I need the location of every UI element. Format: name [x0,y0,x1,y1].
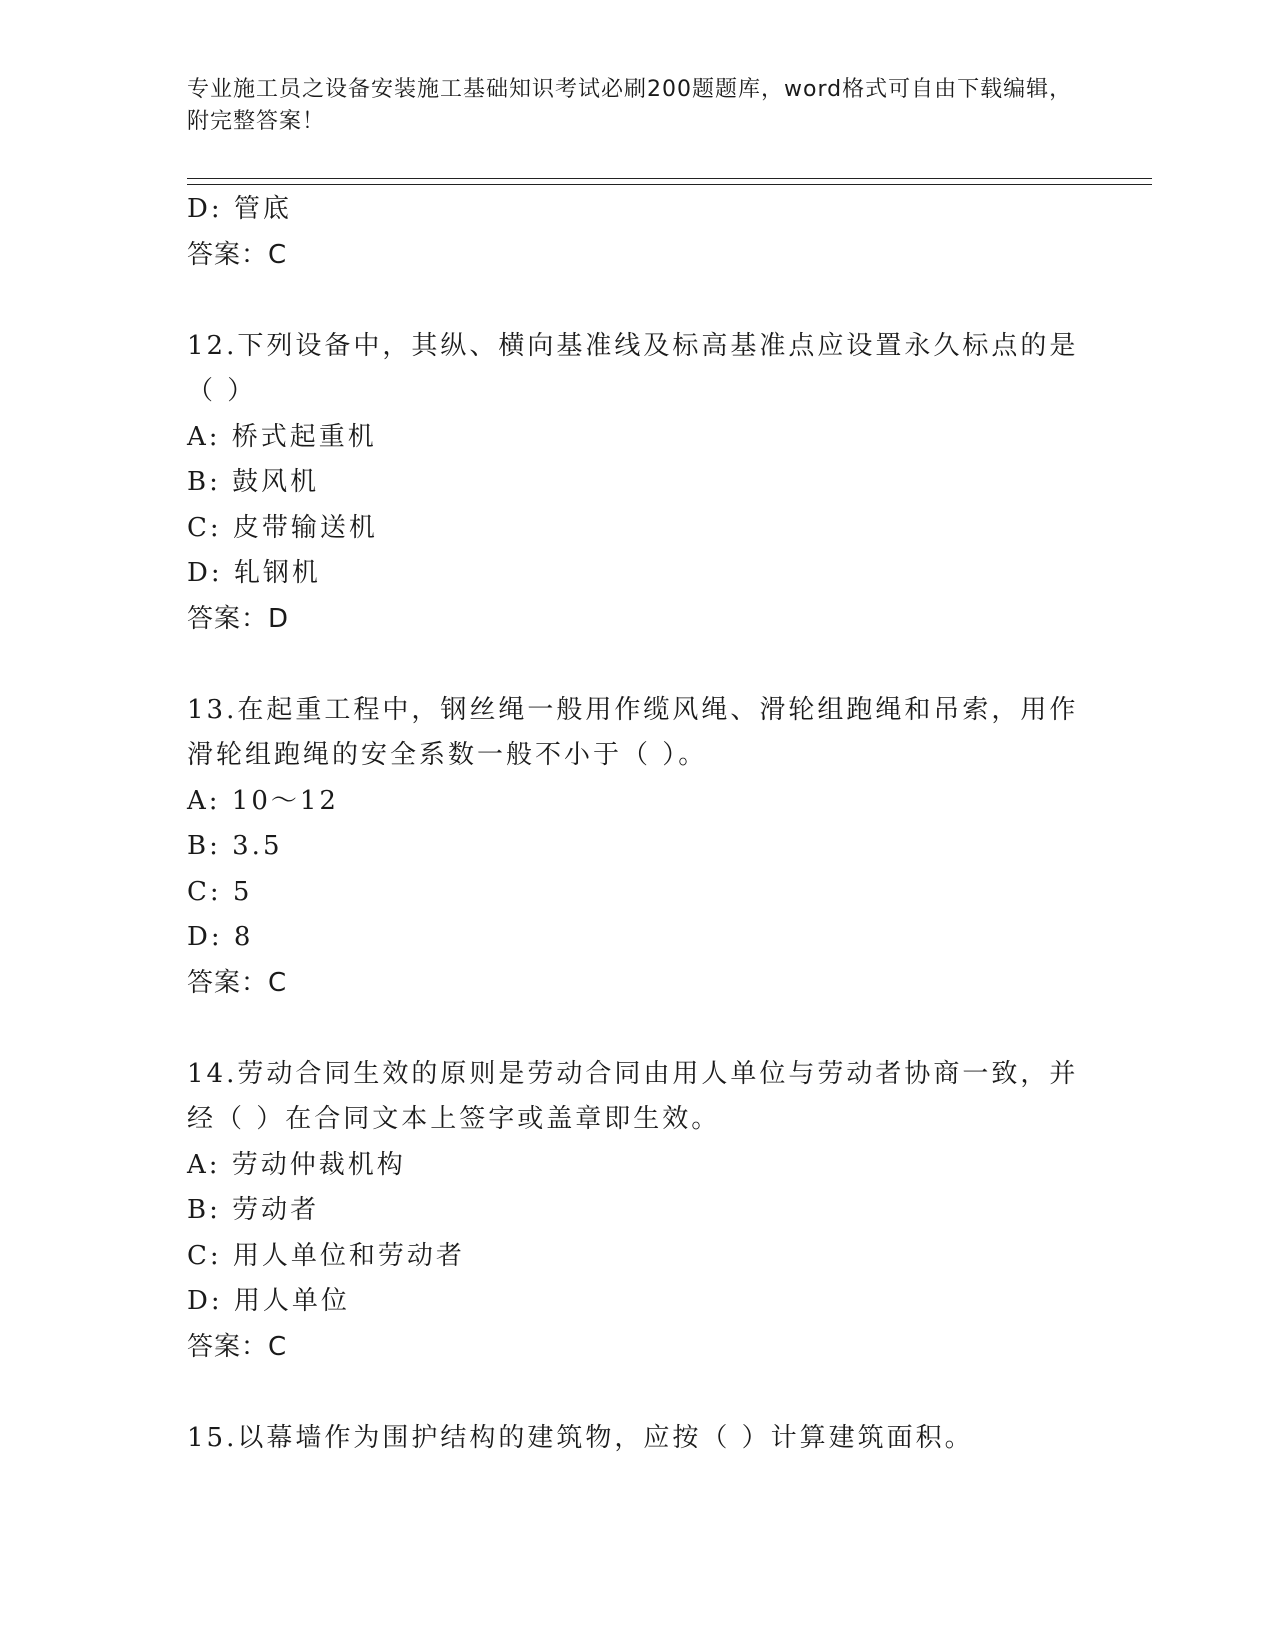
question-stem: 滑轮组跑绳的安全系数一般不小于（ ）。 [187,740,708,770]
option-b: B: 鼓风机 [187,467,320,497]
option-c: C: 用人单位和劳动者 [187,1240,465,1271]
question-stem: 经（ ）在合同文本上签字或盖章即生效。 [187,1104,721,1134]
option-a: A: 桥式起重机 [187,421,377,452]
question-spacer [187,1006,1087,1052]
question-stem: 12.下列设备中，其纵、横向基准线及标高基准点应设置永久标点的是 [187,330,1079,361]
question-stem: 13.在起重工程中，钢丝绳一般用作缆风绳、滑轮组跑绳和吊索，用作 [187,694,1079,725]
answer-label: 答案：C [187,1331,288,1362]
option-d: D: 轧钢机 [187,558,321,588]
question-stem: 14.劳动合同生效的原则是劳动合同由用人单位与劳动者协商一致，并 [187,1058,1079,1089]
document-header-title: 专业施工员之设备安装施工基础知识考试必刷200题题库，word格式可自由下载编辑，附完整答案！ [187,77,1073,134]
question-block [187,688,1087,1007]
answer-label: 答案：D [187,603,290,634]
option-c: C: 5 [187,876,253,907]
option-a: A: 10～12 [187,785,339,816]
question-list [187,187,1087,1461]
question-block [187,1416,1087,1462]
question-block [187,324,1087,643]
question-block [187,187,1087,278]
option-b: B: 劳动者 [187,1195,320,1225]
option-c: C: 皮带输送机 [187,512,378,543]
option-d: D: 用人单位 [187,1286,350,1316]
option-b: B: 3.5 [187,831,283,861]
answer-label: 答案：C [187,967,288,998]
header-divider [187,178,1152,185]
question-spacer [187,1370,1087,1416]
option-d: D: 管底 [187,194,292,224]
answer-label: 答案：C [187,239,288,270]
question-stem: 15.以幕墙作为围护结构的建筑物，应按（ ）计算建筑面积。 [187,1422,974,1453]
question-block [187,1052,1087,1371]
question-stem: （ ） [187,376,257,406]
option-a: A: 劳动仲裁机构 [187,1149,406,1180]
option-d: D: 8 [187,922,254,952]
question-spacer [187,642,1087,688]
question-spacer [187,278,1087,324]
